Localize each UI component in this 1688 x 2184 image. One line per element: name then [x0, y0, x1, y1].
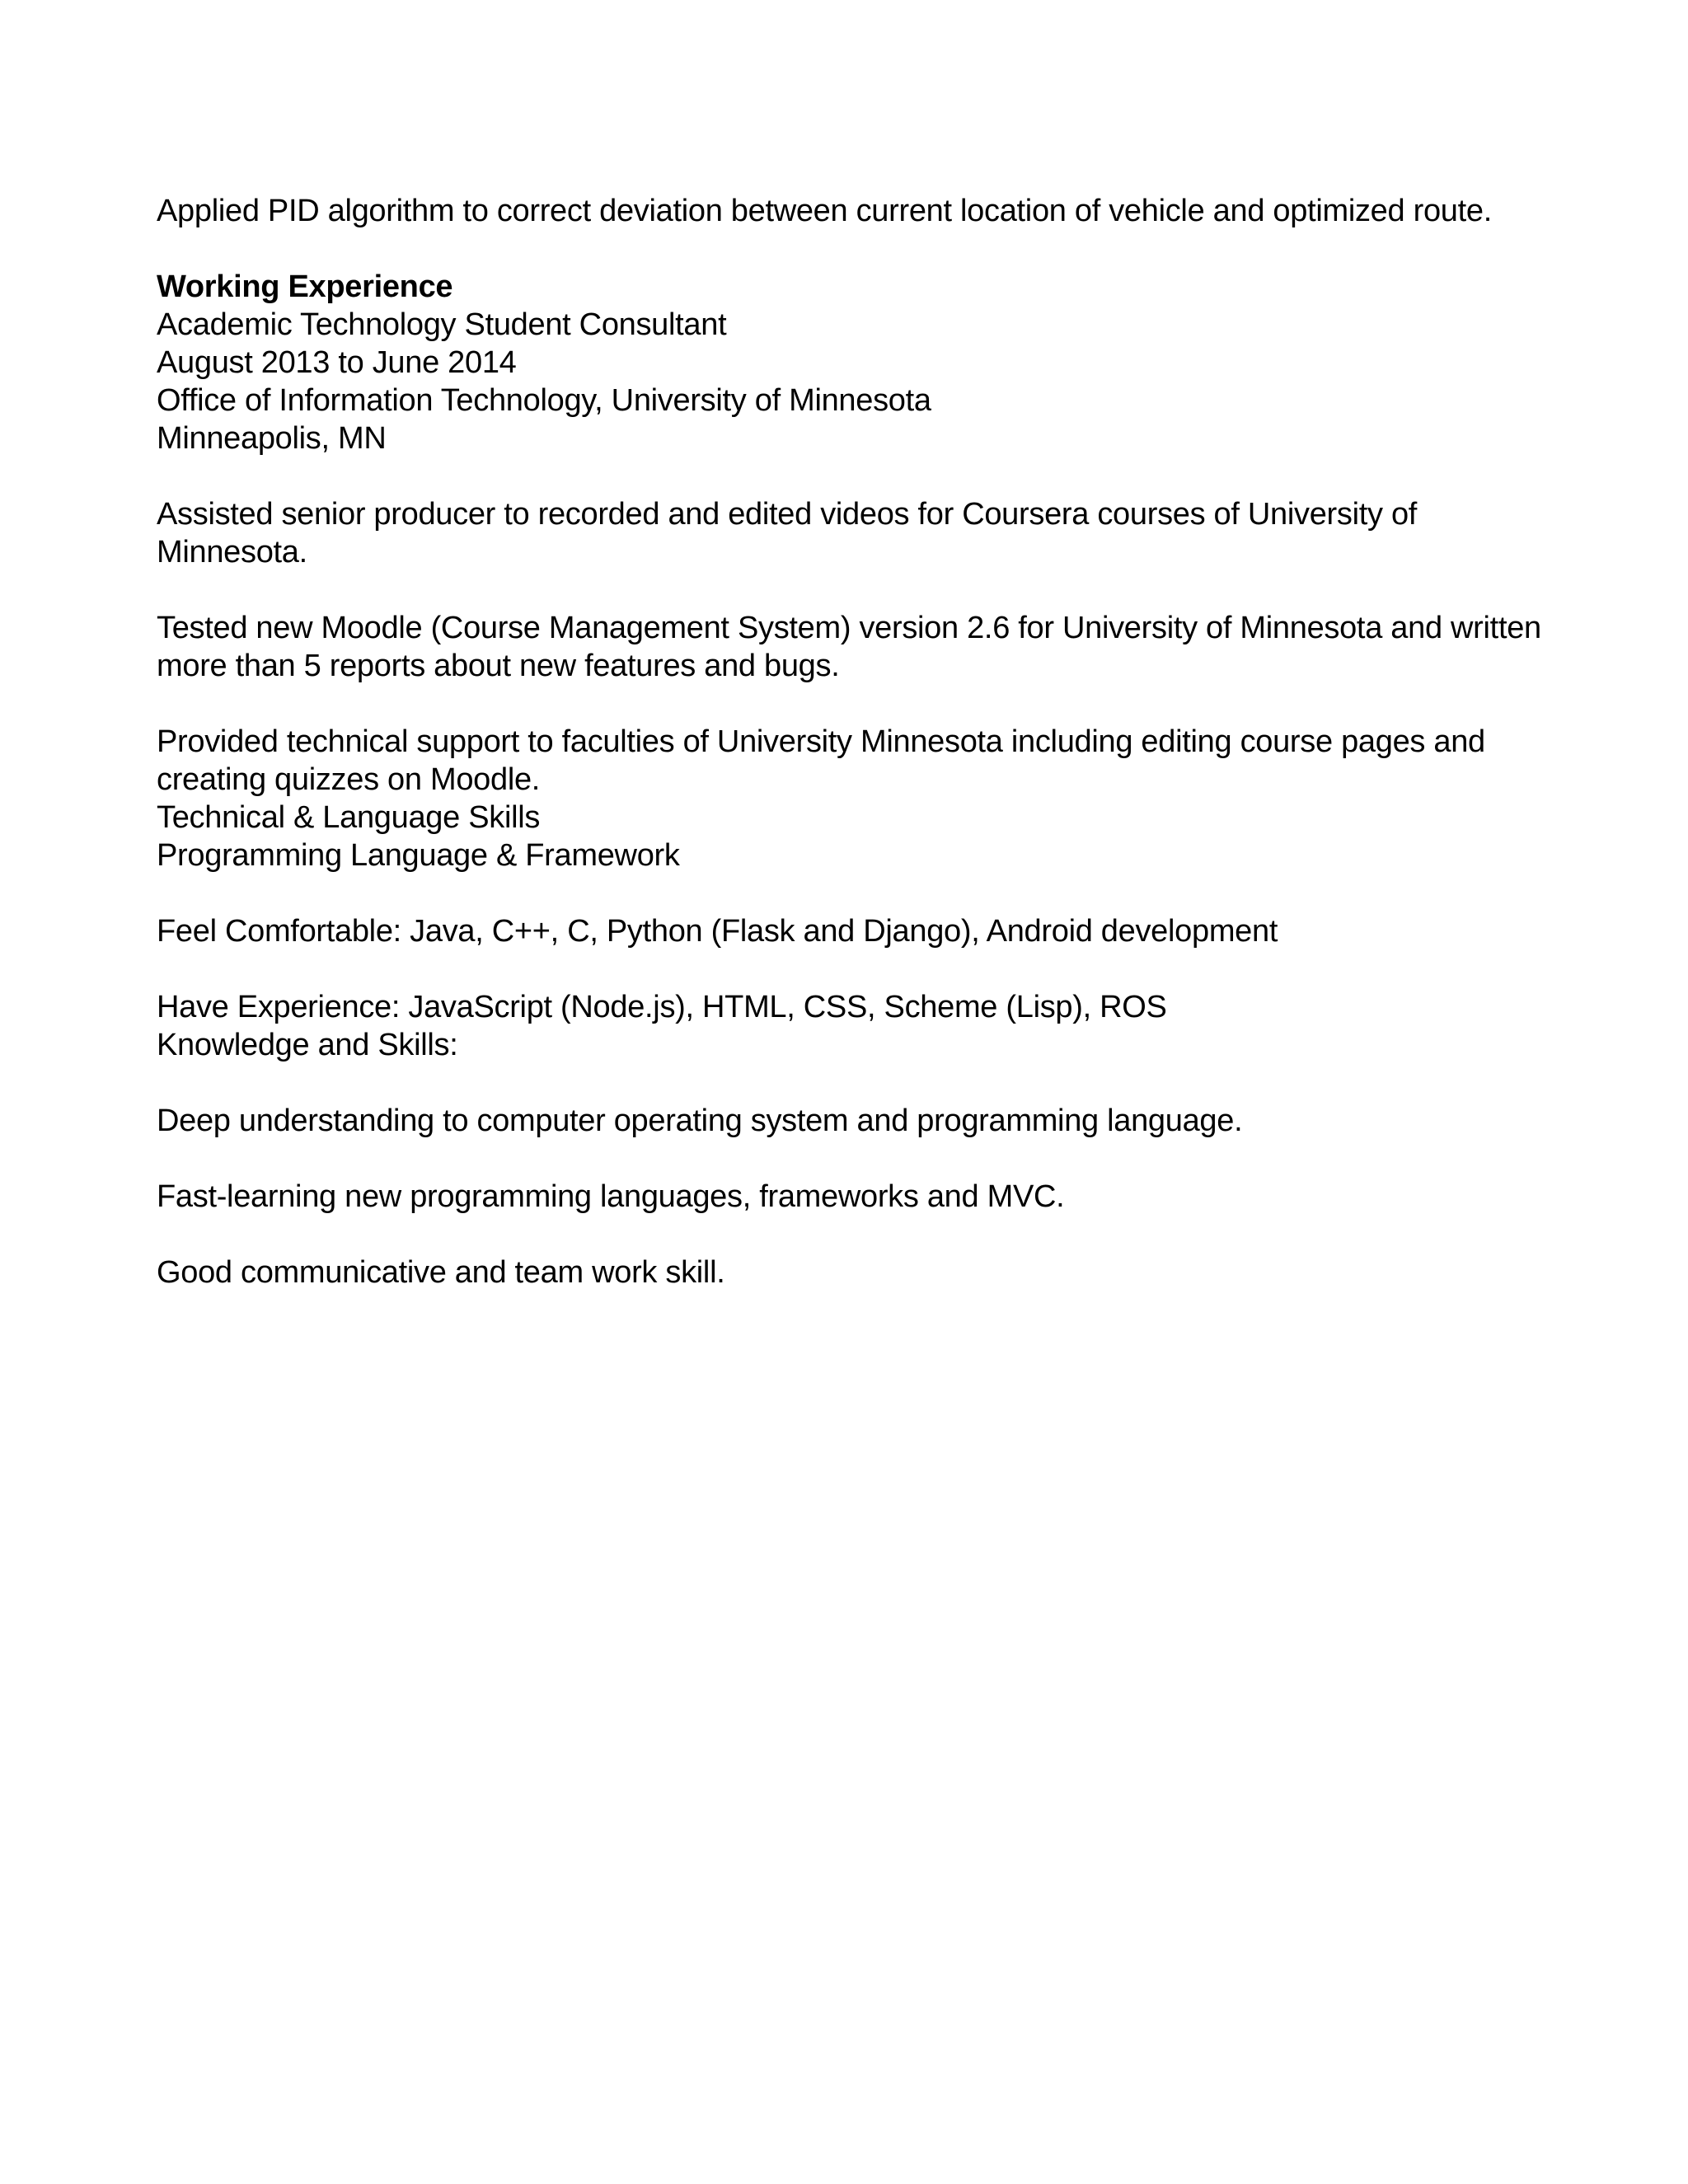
job-title: Academic Technology Student Consultant [157, 307, 727, 342]
skills-experience: Have Experience: JavaScript (Node.js), HTML, CSS, Scheme (Lisp), ROS [157, 990, 1167, 1024]
experience-bullet-1-line-2: Minnesota. [157, 535, 307, 569]
knowledge-item-3: Good communicative and team work skill. [157, 1255, 725, 1290]
section-heading-working-experience: Working Experience [157, 269, 453, 304]
experience-bullet-1-line-1: Assisted senior producer to recorded and edited videos for Coursera courses of University of [157, 497, 1418, 532]
experience-bullet-3-line-2: creating quizzes on Moodle. [157, 762, 541, 797]
section-heading-skills: Technical & Language Skills [157, 800, 541, 835]
skills-comfortable: Feel Comfortable: Java, C++, C, Python (Flask and Django), Android development [157, 914, 1278, 949]
knowledge-item-1: Deep understanding to computer operating system and programming language. [157, 1104, 1243, 1138]
experience-bullet-2-line-2: more than 5 reports about new features and bugs. [157, 649, 840, 683]
job-location: Minneapolis, MN [157, 421, 387, 456]
experience-bullet-3-line-1: Provided technical support to faculties of University Minnesota including editing course pages and [157, 724, 1485, 759]
knowledge-item-2: Fast-learning new programming languages, frameworks and MVC. [157, 1179, 1065, 1214]
skills-subheading: Programming Language & Framework [157, 838, 680, 873]
job-organization: Office of Information Technology, University of Minnesota [157, 383, 931, 418]
experience-bullet-2-line-1: Tested new Moodle (Course Management System) version 2.6 for University of Minnesota and written [157, 611, 1541, 645]
knowledge-heading: Knowledge and Skills: [157, 1028, 458, 1062]
intro-line: Applied PID algorithm to correct deviation between current location of vehicle and optimized route. [157, 194, 1492, 228]
job-dates: August 2013 to June 2014 [157, 345, 517, 380]
